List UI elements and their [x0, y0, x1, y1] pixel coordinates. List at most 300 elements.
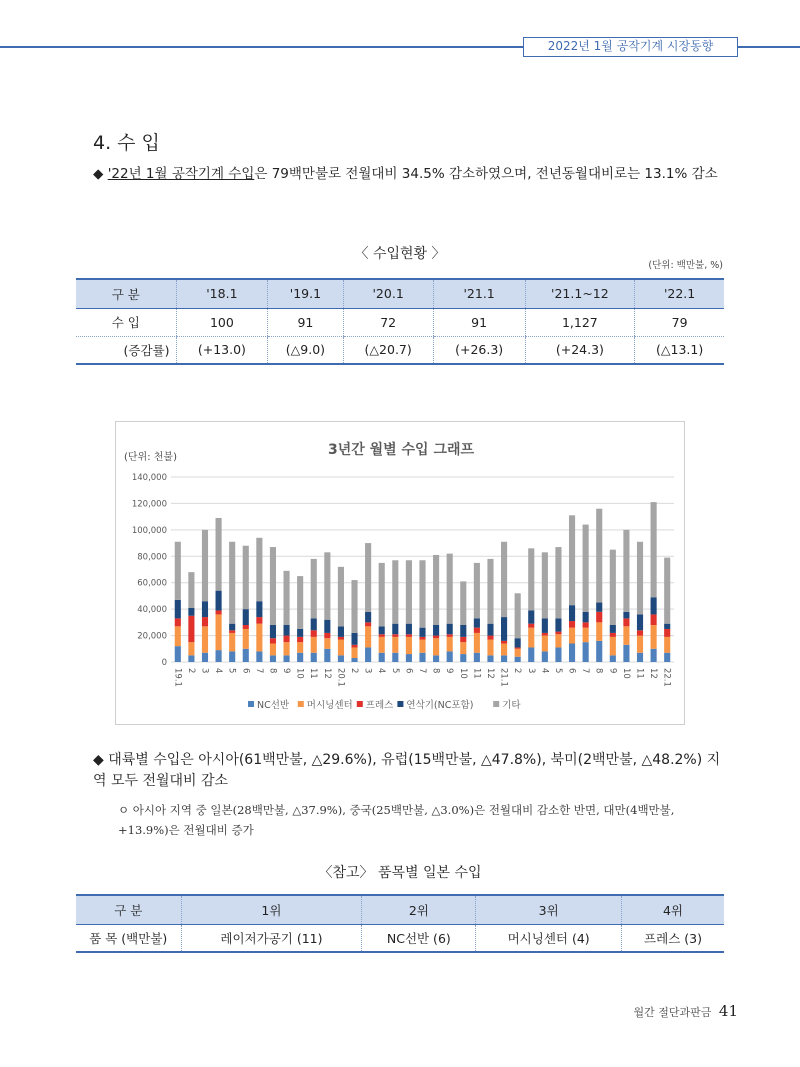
bar-segment [651, 597, 657, 614]
bar-segment [542, 618, 548, 633]
bar-segment [202, 653, 208, 662]
bar-segment [447, 651, 453, 662]
bar-segment [229, 630, 235, 633]
bar-segment [324, 552, 330, 619]
bar-segment [216, 518, 222, 591]
bar-segment [311, 637, 317, 653]
chart-svg [116, 422, 686, 726]
bar-segment [406, 654, 412, 662]
x-tick-label: 12 [484, 668, 495, 679]
bar-segment [324, 620, 330, 633]
bullet-mark: ◆ [93, 752, 104, 768]
bar-segment [447, 554, 453, 624]
bar-segment [596, 612, 602, 623]
bar-segment [188, 616, 194, 642]
bar-segment [460, 625, 466, 637]
table-header-row [76, 895, 724, 924]
x-tick-label: 12 [648, 668, 659, 679]
bar-segment [365, 647, 371, 662]
bar-segment [229, 651, 235, 662]
page-footer [634, 1002, 738, 1020]
asia-detail-bullet [118, 800, 728, 840]
bar-segment [243, 609, 249, 625]
bar-segment [487, 624, 493, 636]
bar-segment [528, 548, 534, 610]
bar-segment [175, 542, 181, 600]
bar-segment [419, 640, 425, 653]
bar-segment [311, 618, 317, 630]
bar-segment [487, 636, 493, 640]
table-header-cell: 구 분 [76, 279, 176, 308]
bar-segment [447, 637, 453, 652]
table-header-cell: 구 분 [76, 895, 181, 924]
bar-segment [216, 614, 222, 650]
table-header-cell: 4위 [622, 895, 724, 924]
bar-segment [324, 649, 330, 662]
bar-segment [297, 637, 303, 642]
x-tick-label: 5 [389, 668, 400, 674]
bar-segment [664, 629, 670, 637]
bar-segment [379, 563, 385, 626]
bar-segment [542, 633, 548, 636]
bar-segment [610, 637, 616, 656]
section-title: 4. 수 입 [93, 132, 160, 154]
bar-segment [297, 576, 303, 629]
bar-segment [270, 547, 276, 625]
bar-segment [596, 603, 602, 612]
bar-segment [406, 624, 412, 635]
bar-segment [487, 559, 493, 624]
x-tick-label: 11 [471, 668, 482, 679]
table-header-cell: '21.1 [433, 279, 525, 308]
bar-segment [392, 624, 398, 635]
bar-segment [501, 617, 507, 641]
table-row [76, 336, 724, 364]
bar-segment [637, 653, 643, 662]
legend-label: 연삭기(NC포함) [406, 700, 474, 711]
bar-segment [515, 649, 521, 657]
x-tick-label: 11 [308, 668, 319, 679]
x-tick-label: 5 [226, 668, 237, 674]
bar-segment [392, 653, 398, 662]
import-status-table [76, 278, 724, 365]
bar-segment [515, 647, 521, 648]
bar-segment [419, 560, 425, 627]
x-tick-label: 8 [430, 668, 441, 674]
bar-segment [651, 502, 657, 597]
x-tick-label: 10 [457, 668, 468, 679]
table-cell: 72 [343, 308, 433, 336]
x-tick-label: 2 [512, 668, 523, 674]
x-tick-label: 7 [580, 668, 591, 674]
bar-segment [175, 626, 181, 646]
bar-segment [338, 655, 344, 662]
bar-segment [474, 618, 480, 627]
asia-detail-text: 아시아 지역 중 일본(28백만불, △37.9%), 중국(25백만불, △3.0%)은 전월대비 감소한 반면, 대만(4백만불, +13.9%)은 전월대비 증가 [118, 803, 675, 837]
y-tick-label: 80,000 [137, 552, 167, 563]
magazine-name: 월간 절단과판금 [633, 1006, 712, 1019]
legend-swatch [298, 701, 304, 707]
table-cell: (△9.0) [268, 336, 343, 364]
bar-segment [501, 641, 507, 644]
bar-segment [297, 629, 303, 637]
bar-segment [555, 634, 561, 647]
table-row [76, 924, 724, 952]
bar-segment [651, 614, 657, 625]
x-tick-label: 12 [321, 668, 332, 679]
table-row [76, 308, 724, 336]
bar-segment [474, 633, 480, 653]
chart-unit-label: (단위: 천불) [124, 452, 177, 463]
bar-segment [365, 622, 371, 626]
bar-segment [202, 626, 208, 652]
bar-segment [324, 633, 330, 638]
bar-segment [379, 637, 385, 653]
bar-segment [270, 644, 276, 656]
bar-segment [501, 644, 507, 656]
bar-segment [555, 618, 561, 631]
header-label: 2022년 1월 공작기계 시장동향 [523, 37, 738, 57]
table-cell: 1,127 [525, 308, 635, 336]
y-tick-label: 120,000 [131, 499, 167, 510]
bar-segment [406, 637, 412, 654]
bar-segment [202, 617, 208, 626]
x-tick-label: 5 [552, 668, 563, 674]
bar-segment [447, 624, 453, 635]
table-cell: (△13.1) [635, 336, 724, 364]
y-tick-label: 140,000 [131, 473, 167, 483]
bar-segment [243, 649, 249, 662]
y-tick-label: 0 [161, 658, 167, 668]
table-cell: (△20.7) [343, 336, 433, 364]
x-tick-label: 3 [199, 668, 210, 674]
bar-segment [433, 636, 439, 639]
bar-segment [243, 625, 249, 629]
bar-segment [202, 530, 208, 601]
bar-segment [283, 571, 289, 625]
table-header-cell: '19.1 [268, 279, 343, 308]
table2-caption: 〈참고〉 품목별 일본 수입 [318, 865, 482, 881]
table-cell: 수 입 [76, 308, 176, 336]
bar-segment [528, 624, 534, 628]
x-tick-label: 20.1 [335, 668, 346, 687]
bar-segment [311, 630, 317, 637]
bar-segment [623, 645, 629, 662]
bar-segment [664, 624, 670, 629]
bar-segment [202, 601, 208, 617]
bar-segment [664, 558, 670, 624]
legend-swatch [397, 701, 403, 707]
bar-segment [419, 637, 425, 640]
bar-segment [365, 543, 371, 612]
bar-segment [351, 658, 357, 662]
bar-segment [637, 630, 643, 635]
bar-segment [515, 657, 521, 662]
bar-segment [583, 642, 589, 662]
bar-segment [637, 636, 643, 653]
region-import-bullet [93, 750, 723, 792]
bar-segment [528, 647, 534, 662]
bar-segment [651, 649, 657, 662]
bar-segment [188, 608, 194, 616]
bar-segment [188, 642, 194, 655]
table-header-cell: 1위 [181, 895, 362, 924]
x-tick-label: 4 [539, 668, 550, 674]
bar-segment [419, 628, 425, 637]
bar-segment [501, 542, 507, 617]
bar-segment [297, 653, 303, 662]
bar-segment [433, 625, 439, 636]
bar-segment [188, 655, 194, 662]
bar-segment [256, 617, 262, 624]
x-tick-label: 21.1 [498, 668, 509, 687]
bar-segment [474, 653, 480, 662]
bar-segment [623, 530, 629, 612]
bar-segment [583, 628, 589, 643]
bullet-mark: ◆ [93, 166, 104, 182]
bar-segment [419, 653, 425, 662]
bar-segment [474, 563, 480, 619]
bar-segment [351, 647, 357, 658]
table-cell: 91 [433, 308, 525, 336]
x-tick-label: 2 [349, 668, 360, 674]
bar-segment [433, 555, 439, 625]
bar-segment [351, 645, 357, 648]
bar-segment [569, 621, 575, 628]
bar-segment [460, 654, 466, 662]
bar-segment [338, 637, 344, 640]
bar-segment [528, 610, 534, 623]
table-header-cell: '18.1 [176, 279, 268, 308]
x-tick-label: 9 [281, 668, 292, 674]
bar-segment [283, 655, 289, 662]
bar-segment [297, 642, 303, 653]
bar-segment [610, 633, 616, 637]
table-header-row [76, 279, 724, 308]
bar-segment [379, 634, 385, 637]
bar-segment [623, 626, 629, 645]
x-tick-label: 6 [566, 668, 577, 674]
table-cell: 레이저가공기 (11) [181, 924, 362, 952]
bar-segment [216, 610, 222, 614]
x-tick-label: 6 [403, 668, 414, 674]
bar-segment [283, 636, 289, 643]
bar-segment [324, 638, 330, 649]
table1-caption: 〈 수입현황 〉 [354, 246, 446, 262]
legend-label: 머시닝센터 [306, 700, 353, 711]
bar-segment [243, 629, 249, 649]
bar-segment [664, 637, 670, 653]
bar-segment [583, 622, 589, 627]
bar-segment [216, 591, 222, 611]
table-header-cell: 3위 [476, 895, 622, 924]
bar-segment [555, 547, 561, 618]
bar-segment [610, 550, 616, 625]
sub-bullet-mark: ㅇ [118, 803, 130, 817]
y-tick-label: 60,000 [137, 578, 167, 589]
bar-segment [610, 655, 616, 662]
bar-segment [460, 642, 466, 654]
bar-segment [338, 626, 344, 637]
x-tick-label: 6 [240, 668, 251, 674]
bar-segment [229, 542, 235, 624]
bar-segment [623, 618, 629, 626]
bar-segment [447, 634, 453, 637]
bar-segment [379, 653, 385, 662]
bar-segment [216, 650, 222, 662]
x-tick-label: 3 [362, 668, 373, 674]
table-cell: (+13.0) [176, 336, 268, 364]
x-tick-label: 8 [267, 668, 278, 674]
legend-swatch [493, 701, 499, 707]
x-tick-label: 8 [593, 668, 604, 674]
y-tick-label: 100,000 [131, 525, 167, 536]
bar-segment [256, 538, 262, 601]
table1-unit: (단위: 백만불, %) [648, 260, 723, 271]
bar-segment [487, 640, 493, 656]
bar-segment [487, 655, 493, 662]
monthly-import-chart [115, 421, 685, 725]
bar-segment [338, 567, 344, 626]
bar-segment [270, 625, 276, 638]
import-summary [93, 162, 718, 182]
bar-segment [542, 552, 548, 618]
bar-segment [569, 644, 575, 663]
bar-segment [637, 542, 643, 615]
legend-label: 기타 [502, 700, 521, 711]
chart-title: 3년간 월별 수입 그래프 [327, 442, 475, 458]
x-tick-label: 3 [525, 668, 536, 674]
bar-segment [392, 634, 398, 637]
bar-segment [283, 642, 289, 655]
bar-segment [542, 651, 548, 662]
bar-segment [474, 628, 480, 633]
bar-segment [243, 546, 249, 609]
x-tick-label: 9 [607, 668, 618, 674]
table-cell: 91 [268, 308, 343, 336]
bar-segment [270, 638, 276, 643]
x-tick-label: 7 [253, 668, 264, 674]
legend-label: NC선반 [257, 700, 290, 711]
bar-segment [569, 628, 575, 644]
x-tick-label: 9 [444, 668, 455, 674]
bar-segment [569, 515, 575, 605]
bar-segment [365, 626, 371, 647]
table-cell: (증감률) [76, 336, 176, 364]
x-tick-label: 22.1 [661, 668, 672, 687]
bar-segment [515, 593, 521, 638]
page-number: 41 [718, 1002, 738, 1020]
bar-segment [379, 626, 385, 634]
bar-segment [596, 622, 602, 641]
x-tick-label: 4 [376, 668, 387, 674]
summary-underlined: '22년 1월 공작기계 수입 [107, 166, 255, 182]
bar-segment [351, 580, 357, 633]
table-cell: (+24.3) [525, 336, 635, 364]
bar-segment [256, 651, 262, 662]
bar-segment [460, 637, 466, 642]
bar-segment [623, 612, 629, 619]
x-tick-label: 4 [213, 668, 224, 674]
legend-label: 프레스 [365, 700, 394, 711]
bar-segment [528, 628, 534, 648]
bar-segment [664, 653, 670, 662]
bar-segment [651, 625, 657, 649]
table-cell: 프레스 (3) [622, 924, 724, 952]
bar-segment [433, 655, 439, 662]
bar-segment [338, 640, 344, 656]
bar-segment [433, 638, 439, 655]
bar-segment [596, 641, 602, 662]
bar-segment [460, 581, 466, 625]
bar-segment [256, 601, 262, 617]
y-tick-label: 40,000 [137, 605, 167, 616]
table-header-cell: '22.1 [635, 279, 724, 308]
legend-swatch [248, 701, 254, 707]
bar-segment [175, 618, 181, 626]
bar-segment [175, 646, 181, 662]
bar-segment [501, 655, 507, 662]
bar-segment [229, 624, 235, 631]
table-header-cell: '20.1 [343, 279, 433, 308]
bar-segment [283, 625, 289, 636]
table-cell: 품 목 (백만불) [76, 924, 181, 952]
bar-segment [637, 614, 643, 630]
table-cell: 머시닝센터 (4) [476, 924, 622, 952]
region-import-text: 대륙별 수입은 아시아(61백만불, △29.6%), 유럽(15백만불, △47.8%), 북미(2백만불, △48.2%) 지역 모두 전월대비 감소 [93, 752, 721, 789]
bar-segment [515, 638, 521, 647]
bar-segment [229, 633, 235, 652]
table-cell: 79 [635, 308, 724, 336]
bar-segment [188, 572, 194, 608]
bar-segment [392, 637, 398, 653]
bar-segment [256, 624, 262, 652]
bar-segment [583, 525, 589, 612]
table-cell: NC선반 (6) [362, 924, 476, 952]
bar-segment [175, 600, 181, 619]
bar-segment [555, 647, 561, 662]
bar-segment [351, 633, 357, 645]
bar-segment [392, 560, 398, 623]
bar-segment [583, 612, 589, 623]
table-cell: (+26.3) [433, 336, 525, 364]
table-header-cell: 2위 [362, 895, 476, 924]
japan-import-table [76, 894, 724, 953]
y-tick-label: 20,000 [137, 631, 167, 642]
bar-segment [406, 560, 412, 623]
summary-text: 은 79백만불로 전월대비 34.5% 감소하였으며, 전년동월대비로는 13.1% 감소 [254, 166, 718, 182]
table-cell: 100 [176, 308, 268, 336]
bar-segment [406, 634, 412, 637]
bar-segment [311, 559, 317, 618]
bar-segment [569, 605, 575, 621]
bar-segment [596, 509, 602, 603]
table-header-cell: '21.1~12 [525, 279, 635, 308]
x-tick-label: 10 [294, 668, 305, 679]
bar-segment [311, 653, 317, 662]
x-tick-label: 11 [634, 668, 645, 679]
bar-segment [542, 636, 548, 652]
bar-segment [555, 632, 561, 635]
x-tick-label: 10 [620, 668, 631, 679]
bar-segment [610, 625, 616, 633]
legend-swatch [357, 701, 363, 707]
x-tick-label: 19.1 [172, 668, 183, 687]
x-tick-label: 7 [417, 668, 427, 674]
x-tick-label: 2 [185, 668, 196, 674]
bar-segment [365, 612, 371, 623]
bar-segment [270, 655, 276, 662]
